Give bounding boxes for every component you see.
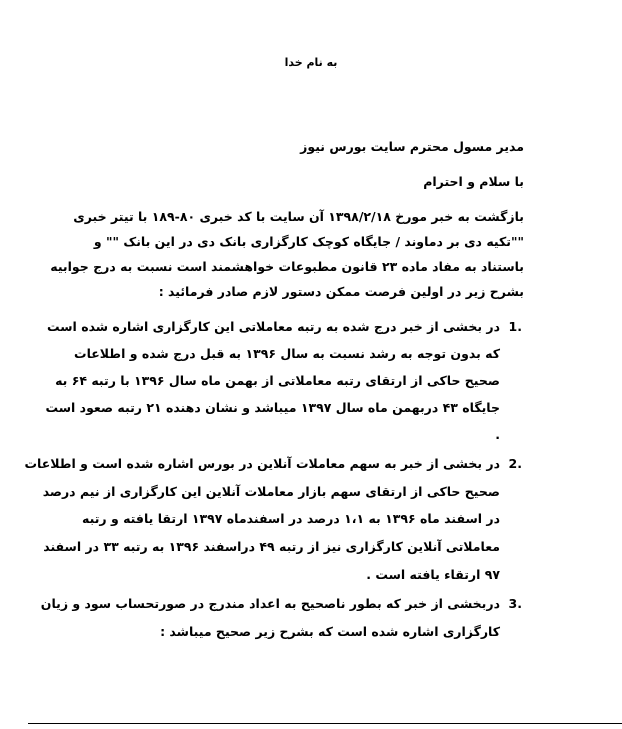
addressee-line: مدیر مسول محترم سایت بورس نیوز <box>300 139 524 154</box>
item-2-line-5: ۹۷ ارتقاء یافته است . <box>366 567 500 582</box>
item-2-line-4: معاملاتی آنلاین کارگزاری نیز از رتبه ۴۹ دراسفند ۱۳۹۶ به رتبه ۳۳ در اسفند <box>43 539 500 554</box>
item-1-line-2: که بدون توجه به رشد نسبت به سال ۱۳۹۶ به قبل درج شده و اطلاعات <box>74 346 500 361</box>
greeting-line: با سلام و احترام <box>423 174 524 189</box>
intro-line-1: بازگشت به خبر مورخ ۱۳۹۸/۲/۱۸ آن سایت با کد خبری ۸۰-۱۸۹ با تیتر خبری <box>73 209 524 224</box>
intro-line-3: باستناد به مفاد ماده ۲۳ قانون مطبوعات خواهشمند است نسبت به درج جوابیه <box>50 259 524 274</box>
item-3-line-2: کارگزاری اشاره شده است که بشرح زیر صحیح میباشد : <box>160 624 500 639</box>
item-3-line-1: دربخشی از خبر که بطور ناصحیح به اعداد مندرج در صورتحساب سود و زیان <box>40 596 500 611</box>
item-1-line-1: در بخشی از خبر درج شده به رتبه معاملاتی این کارگزاری اشاره شده است <box>47 319 500 334</box>
item-2-line-3: در اسفند ماه ۱۳۹۶ به ۱،۱ درصد در اسفندماه ۱۳۹۷ ارتقا یافته و رتبه <box>82 511 500 526</box>
document-heading: به نام خدا <box>284 56 338 69</box>
item-number-3: 3. <box>508 596 522 611</box>
intro-line-4: بشرح زیر در اولین فرصت ممکن دستور لازم صادر فرمائید : <box>158 284 524 299</box>
item-2-line-1: در بخشی از خبر به سهم معاملات آنلاین در بورس اشاره شده است و اطلاعات <box>24 456 500 471</box>
item-1-line-3: صحیح حاکی از ارتقای رتبه معاملاتی از بهمن ماه سال ۱۳۹۶ با رتبه ۶۴ به <box>55 373 500 388</box>
page-bottom-rule <box>28 723 622 724</box>
item-number-1: 1. <box>508 319 522 334</box>
intro-line-2: ""تکیه دی بر دماوند / جایگاه کوچک کارگزاری بانک دی در این بانک "" و <box>93 234 524 249</box>
item-1-line-5: . <box>495 427 500 442</box>
item-number-2: 2. <box>508 456 522 471</box>
item-2-line-2: صحیح حاکی از ارتقای سهم بازار معاملات آنلاین این کارگزاری از نیم درصد <box>42 484 500 499</box>
item-1-line-4: جایگاه ۴۳ دربهمن ماه سال ۱۳۹۷ میباشد و نشان دهنده ۲۱ رتبه صعود است <box>45 400 500 415</box>
